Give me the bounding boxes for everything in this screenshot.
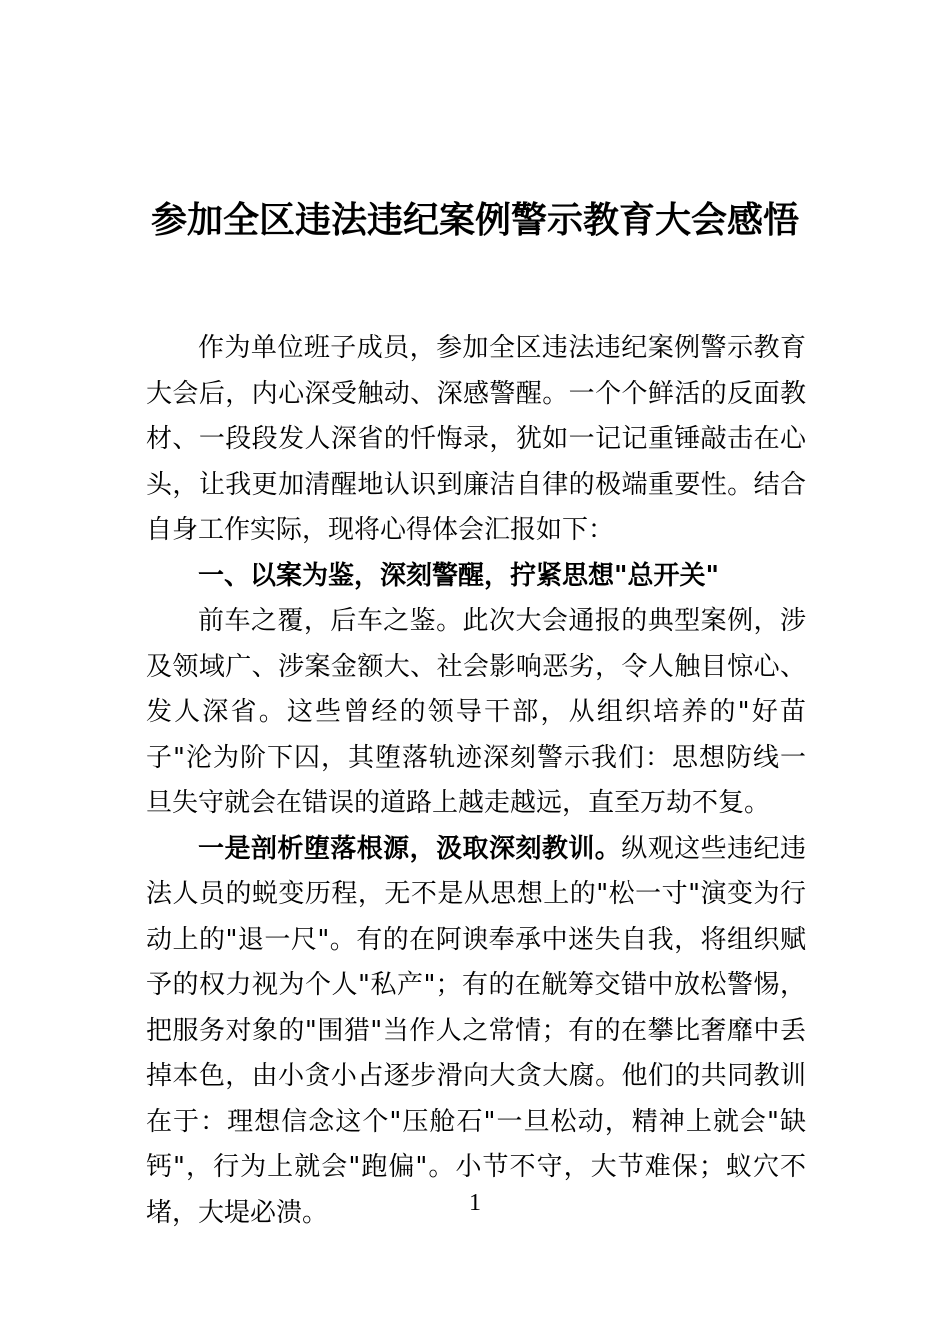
paragraph-body-text: 纵观这些违纪违法人员的蜕变历程，无不是从思想上的"松一寸"演变为行动上的"退一尺"。有的在阿谀奉承中迷失自我，将组织赋予的权力视为个人"私产"；有的在觥筹交错中放松警惕，把服务对象的"围猎"当作人之常情；有的在攀比奢靡中丢掉本色，由小贪小占逐步滑向大贪大腐。他们的共同教训在于：理想信念这个"压舱石"一旦松动，精神上就会"缺钙"，行为上就会"跑偏"。小节不守，大节难保；蚁穴不堵，大堤必溃。 bbox=[146, 833, 806, 1228]
paragraph-intro: 作为单位班子成员，参加全区违法违纪案例警示教育大会后，内心深受触动、深感警醒。一个个鲜活的反面教材、一段段发人深省的忏悔录，犹如一记记重锤敲击在心头，让我更加清醒地认识到廉洁自律的极端重要性。结合自身工作实际，现将心得体会汇报如下： bbox=[146, 333, 806, 545]
page-number: 1 bbox=[469, 1190, 481, 1216]
paragraph-cases: 前车之覆，后车之鉴。此次大会通报的典型案例，涉及领域广、涉案金额大、社会影响恶劣，令人触目惊心、发人深省。这些曾经的领导干部，从组织培养的"好苗子"沦为阶下囚，其堕落轨迹深刻警示我们：思想防线一旦失守就会在错误的道路上越走越远，直至万劫不复。 bbox=[146, 606, 806, 818]
document-title: 参加全区违法违纪案例警示教育大会感悟 bbox=[150, 199, 799, 241]
paragraph-lead-text: 一是剖析堕落根源，汲取深刻教训。 bbox=[198, 833, 622, 864]
paragraph-analysis bbox=[146, 827, 806, 1237]
document-body bbox=[146, 326, 806, 1236]
section-heading: 一、以案为鉴，深刻警醒，拧紧思想"总开关" bbox=[198, 560, 720, 591]
